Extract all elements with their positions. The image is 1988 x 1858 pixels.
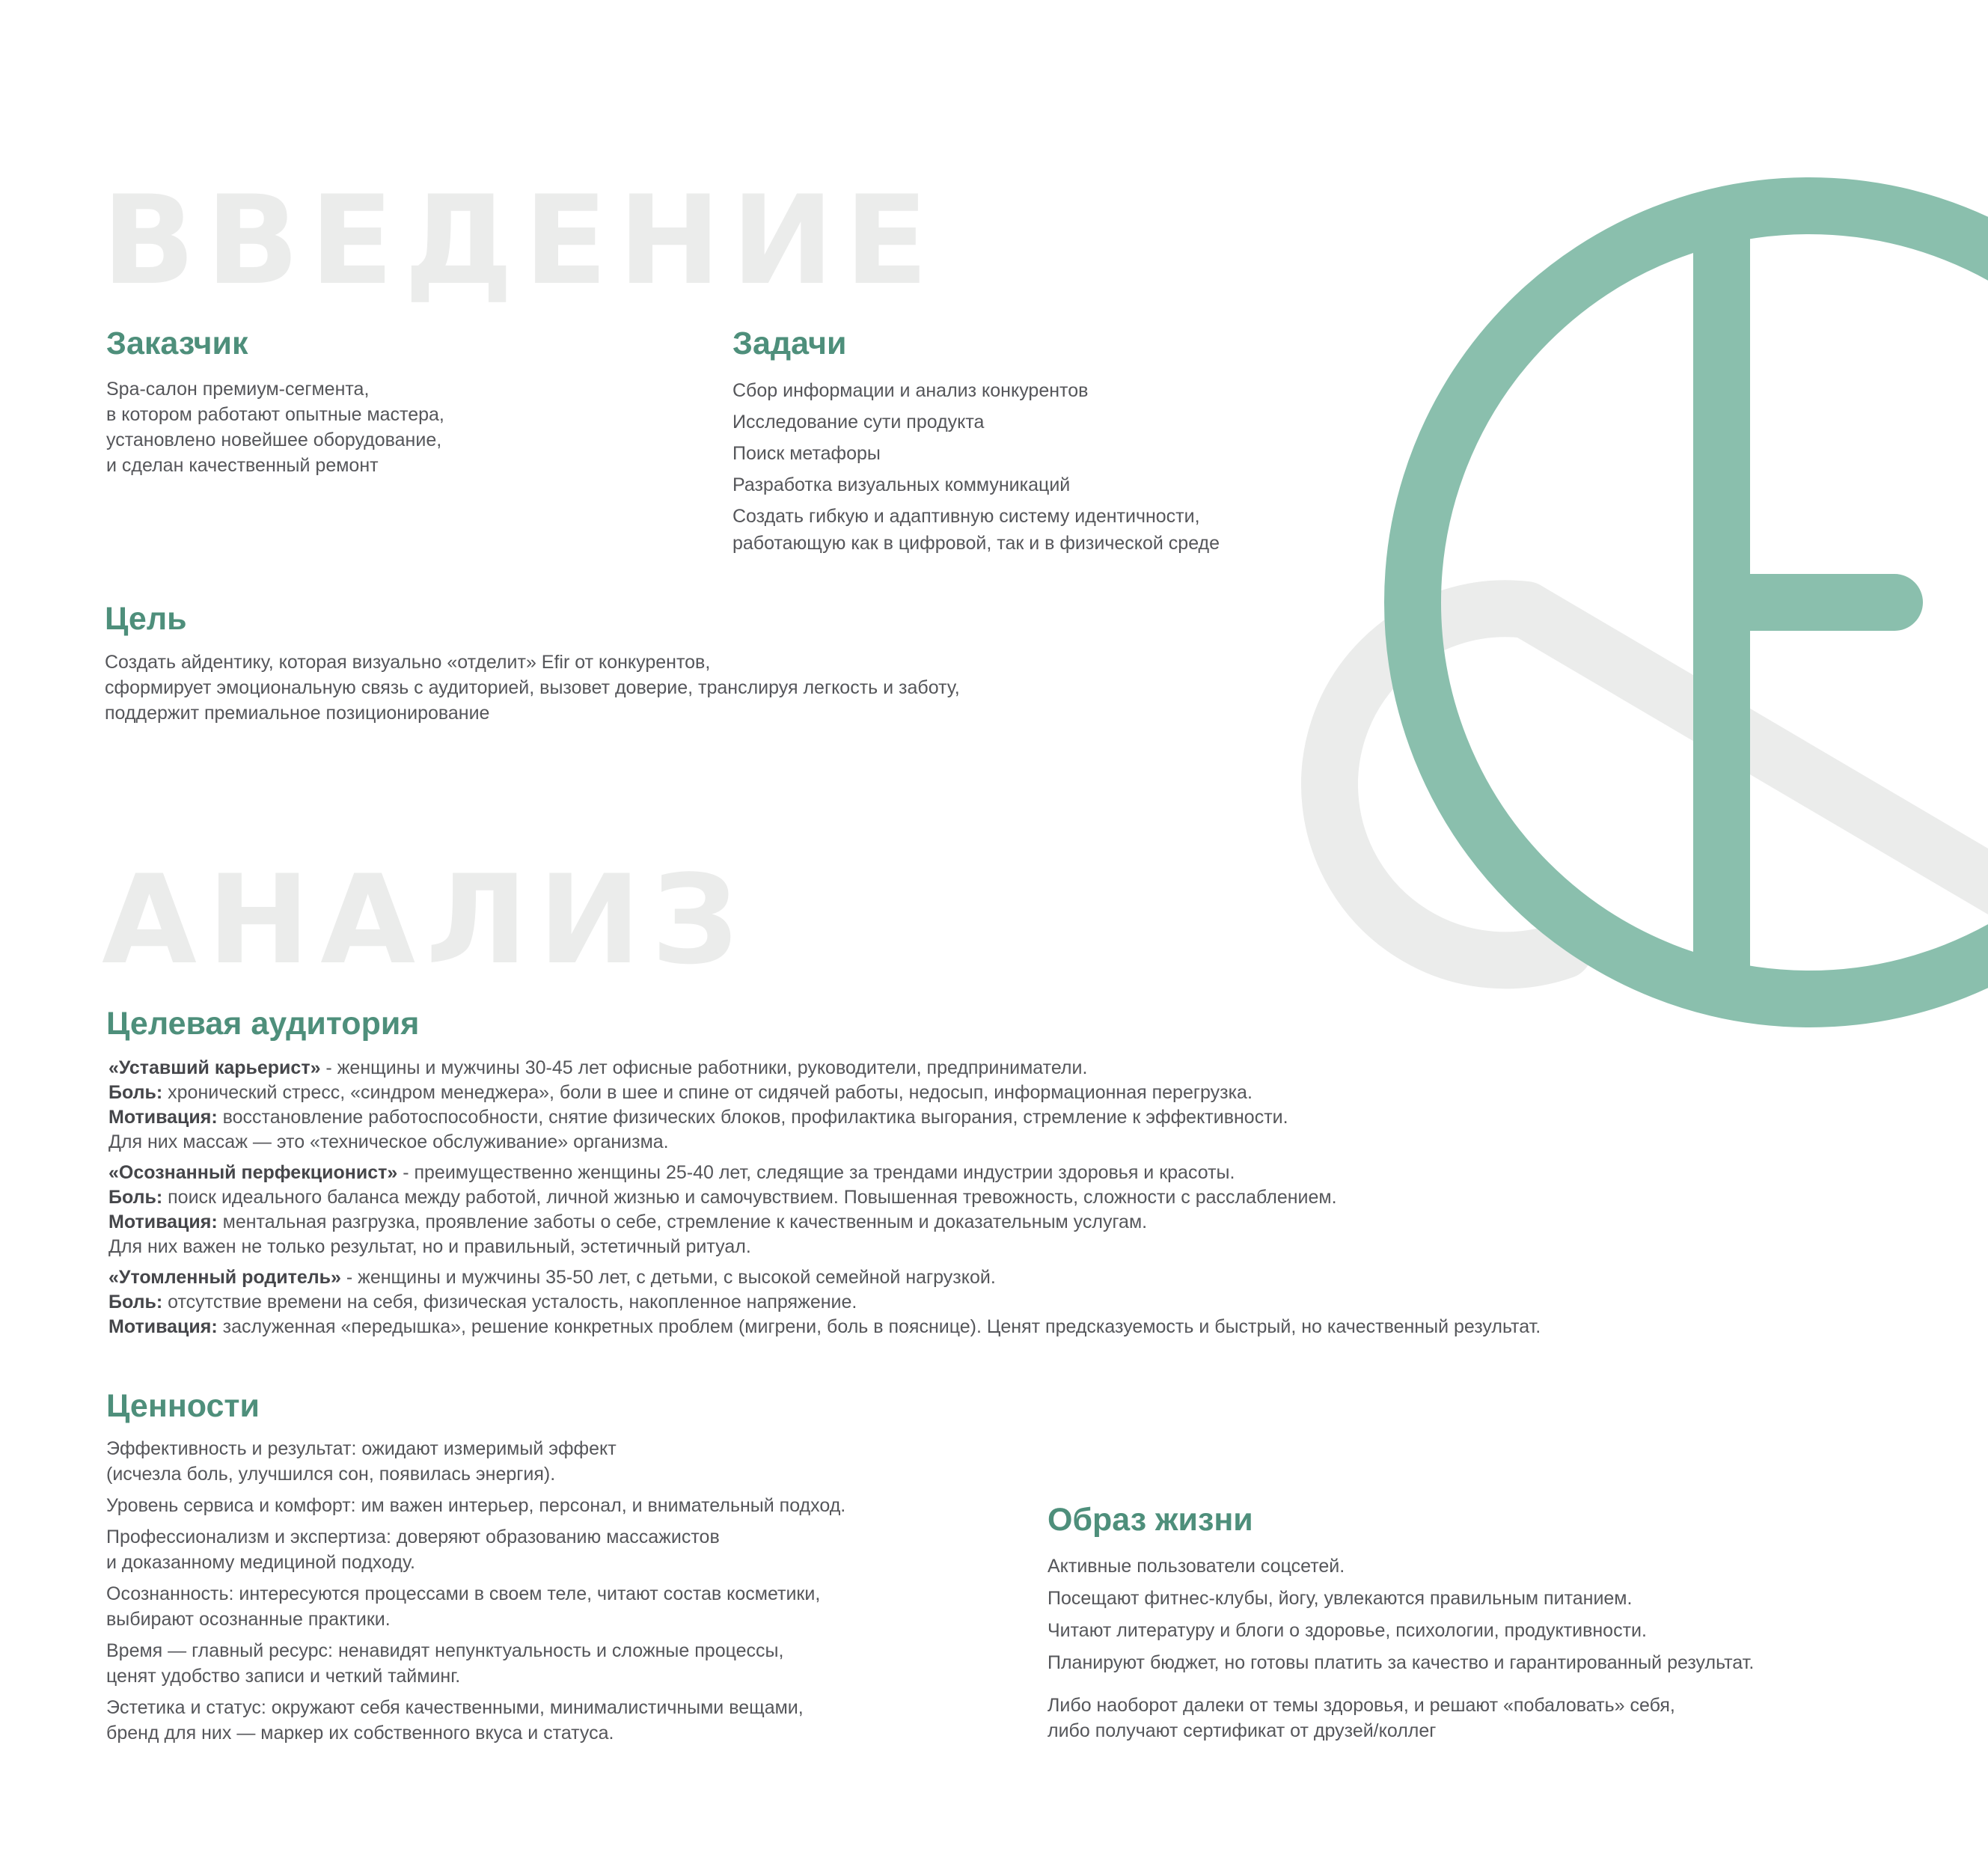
value-item: Время — главный ресурс: ненавидят непунктуальность и сложные процессы, ценят удобство записи и четкий тайминг. [106,1640,784,1687]
lifestyle-item: Посещают фитнес-клубы, йогу, увлекаются правильным питанием. [1047,1588,1633,1609]
value-item: Эстетика и статус: окружают себя качественными, минималистичными вещами, бренд для них — маркер их собственного вкуса и статуса. [106,1697,804,1744]
tasks-list [732,375,1220,559]
goal-text [105,650,960,726]
task-item: Поиск метафоры [732,443,881,464]
section-title-intro: ВВЕДЕНИЕ [102,169,939,312]
segment-perfectionist [108,1161,1541,1259]
lifestyle-alt [1047,1693,1675,1744]
client-line: в котором работают опытные мастера, [106,404,444,425]
audience-segments [108,1056,1541,1339]
section-title-analysis: АНАЛИЗ [102,849,750,991]
pain-label: Боль: [108,1187,163,1208]
task-item: работающую как в цифровой, так и в физической среде [732,533,1220,554]
lifestyle-alt-line: Либо наоборот далеки от темы здоровья, и решают «побаловать» себя, [1047,1695,1675,1716]
segment-name: «Уставший карьерист» [108,1057,321,1078]
motivation-label: Мотивация: [108,1211,218,1232]
motivation-label: Мотивация: [108,1316,218,1337]
goal-heading: Цель [105,601,187,637]
lifestyle-alt-line: либо получают сертификат от друзей/коллег [1047,1720,1437,1741]
segment-note: Для них важен не только результат, но и правильный, эстетичный ритуал. [108,1236,751,1257]
audience-heading: Целевая аудитория [106,1006,420,1042]
task-item: Разработка визуальных коммуникаций [732,474,1071,495]
motivation-text: восстановление работоспособности, снятие физических блоков, профилактика выгорания, стремление к эффективности. [217,1107,1288,1128]
client-heading: Заказчик [106,326,248,361]
pain-label: Боль: [108,1082,163,1103]
pain-text: поиск идеального баланса между работой, личной жизнью и самочувствием. Повышенная тревожность, сложности с расслаблением. [162,1187,1337,1208]
goal-line: поддержит премиальное позиционирование [105,703,490,724]
lifestyle-item: Читают литературу и блоги о здоровье, психологии, продуктивности. [1047,1620,1647,1641]
lifestyle-item: Планируют бюджет, но готовы платить за качество и гарантированный результат. [1047,1652,1755,1673]
lifestyle-item: Активные пользователи соцсетей. [1047,1556,1345,1577]
values-heading: Ценности [106,1388,260,1424]
pain-label: Боль: [108,1292,163,1312]
value-item: Осознанность: интересуются процессами в своем теле, читают состав косметики, выбирают осознанные практики. [106,1583,821,1630]
motivation-text: ментальная разгрузка, проявление заботы о себе, стремление к качественным и доказательным услугам. [217,1211,1148,1232]
client-line: Spa-салон премиум-сегмента, [106,379,370,400]
segment-desc: - женщины и мужчины 30-45 лет офисные работники, руководители, предприниматели. [320,1057,1088,1078]
value-item: Профессионализм и экспертиза: доверяют образованию массажистов и доказанному медициной подходу. [106,1527,720,1573]
client-line: и сделан качественный ремонт [106,455,379,476]
client-text [106,376,444,478]
task-item: Создать гибкую и адаптивную систему идентичности, [732,506,1200,527]
value-item: Эффективность и результат: ожидают измеримый эффект (исчезла боль, улучшился сон, появилась энергия). [106,1438,617,1485]
motivation-label: Мотивация: [108,1107,218,1128]
segment-desc: - преимущественно женщины 25-40 лет, следящие за трендами индустрии здоровья и красоты. [397,1162,1235,1183]
pain-text: хронический стресс, «синдром менеджера», боли в шее и спине от сидячей работы, недосып, информационная перегрузка. [162,1082,1253,1103]
value-item: Уровень сервиса и комфорт: им важен интерьер, персонал, и внимательный подход. [106,1495,846,1516]
segment-note: Для них массаж — это «техническое обслуживание» организма. [108,1131,669,1152]
goal-line: Создать айдентику, которая визуально «отделит» Efir от конкурентов, [105,652,711,673]
goal-line: сформирует эмоциональную связь с аудиторией, вызовет доверие, транслируя легкость и заботу, [105,677,960,698]
pain-text: отсутствие времени на себя, физическая усталость, накопленное напряжение. [162,1292,857,1312]
lifestyle-list [1047,1550,1754,1679]
tasks-heading: Задачи [732,326,847,361]
task-item: Исследование сути продукта [732,412,985,433]
motivation-text: заслуженная «передышка», решение конкретных проблем (мигрени, боль в пояснице). Ценят предсказуемость и быстрый, но качественный результат. [217,1316,1541,1337]
segment-tired-careerist [108,1056,1541,1155]
segment-name: «Осознанный перфекционист» [108,1162,398,1183]
values-list [106,1436,845,1746]
segment-desc: - женщины и мужчины 35-50 лет, с детьми, с высокой семейной нагрузкой. [340,1267,996,1288]
task-item: Сбор информации и анализ конкурентов [732,380,1089,401]
segment-tired-parent [108,1265,1541,1339]
lifestyle-heading: Образ жизни [1047,1502,1253,1538]
client-line: установлено новейшее оборудование, [106,430,442,450]
segment-name: «Утомленный родитель» [108,1267,341,1288]
